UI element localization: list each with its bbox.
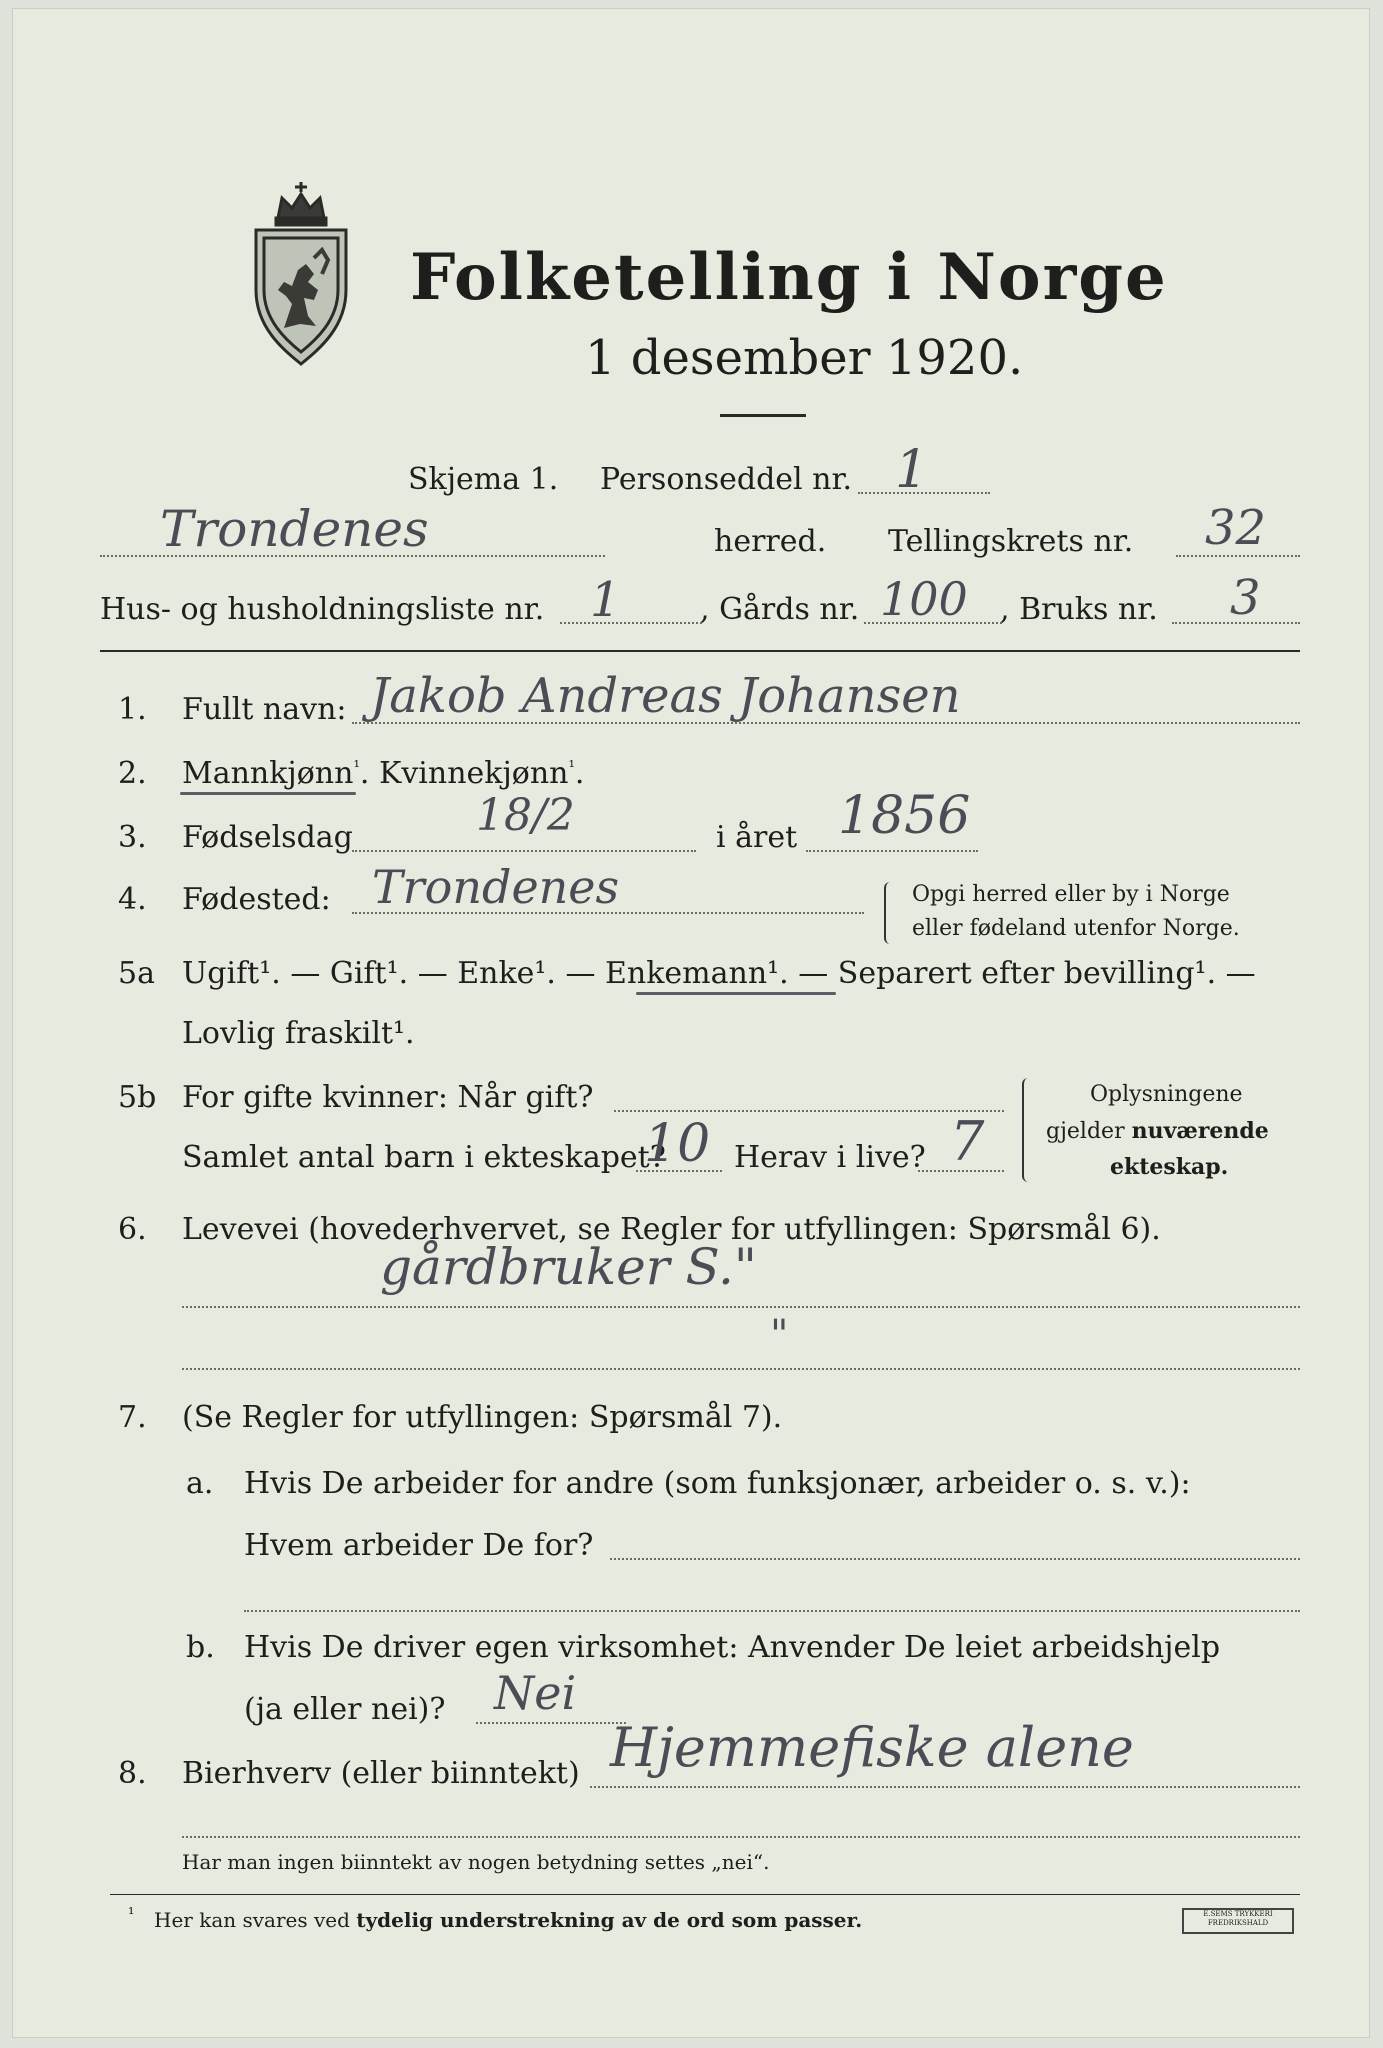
bruks-label: , Bruks nr.	[1000, 592, 1158, 627]
personseddel-value: 1	[895, 440, 929, 500]
q6-number: 6.	[118, 1212, 147, 1247]
header-divider	[100, 650, 1300, 652]
q4-label: Fødested:	[182, 882, 331, 917]
children-total-value: 10	[644, 1114, 711, 1174]
q5b-number: 5b	[118, 1080, 157, 1115]
q3-number: 3.	[118, 820, 147, 855]
printer-stamp: E.SEMS TRYKKERI FREDRIKSHALD	[1182, 1908, 1294, 1934]
hus-label: Hus- og husholdningsliste nr.	[100, 592, 545, 627]
birthday-value: 18/2	[476, 790, 575, 841]
q5b-note-line2: gjelder nuværende	[1046, 1118, 1269, 1144]
footnote-marker: ¹	[128, 1904, 135, 1923]
tellingskrets-label: Tellingskrets nr.	[888, 524, 1134, 559]
q8-label: Bierhverv (eller biinntekt)	[182, 1756, 580, 1791]
q7a-letter: a.	[186, 1466, 214, 1501]
footnote-text: Her kan svares ved tydelig understrekning av de ord som passer.	[154, 1908, 863, 1932]
q3-label: Fødselsdag	[182, 820, 353, 855]
herred-label: herred.	[714, 524, 827, 559]
occupation-ditto-value: "	[770, 1312, 789, 1358]
footer-divider	[110, 1894, 1300, 1895]
footnote-main: Har man ingen biinntekt av nogen betydning settes „nei“.	[182, 1850, 770, 1874]
q5a-number: 5a	[118, 956, 155, 991]
census-date: 1 desember 1920.	[585, 330, 1024, 386]
q2-number: 2.	[118, 756, 147, 791]
herred-value: Trondenes	[160, 500, 429, 558]
q6-label: Levevei (hovederhvervet, se Regler for utfyllingen: Spørsmål 6).	[182, 1212, 1161, 1247]
full-name-value: Jakob Andreas Johansen	[370, 668, 961, 724]
q7-number: 7.	[118, 1400, 147, 1435]
occupation-value: gårdbruker S."	[380, 1238, 757, 1296]
q7b-text: Hvis De driver egen virksomhet: Anvender De leiet arbeidshjelp	[244, 1630, 1221, 1665]
mannkjonn-underline-mark	[180, 792, 356, 795]
bruks-value: 3	[1230, 570, 1261, 626]
gards-value: 100	[880, 572, 968, 626]
q5b-label2: Samlet antal barn i ekteskapet?	[182, 1140, 666, 1175]
schema-label: Skjema 1.	[408, 462, 559, 497]
birth-year-value: 1856	[838, 786, 971, 846]
q5b-label1: For gifte kvinner: Når gift?	[182, 1080, 594, 1115]
q8-number: 8.	[118, 1756, 147, 1791]
personseddel-label: Personseddel nr.	[600, 462, 853, 497]
q4-note-line1: Opgi herred eller by i Norge	[912, 882, 1230, 907]
q4-note-line2: eller fødeland utenfor Norge.	[912, 916, 1240, 941]
option-kvinnekjonn: Kvinnekjønn	[378, 756, 569, 791]
q7-label: (Se Regler for utfyllingen: Spørsmål 7).	[182, 1400, 783, 1435]
hus-value: 1	[590, 572, 621, 628]
form-title: Folketelling i Norge	[410, 240, 1168, 315]
enkemann-underline-mark	[636, 992, 836, 995]
norway-coat-of-arms-icon	[248, 178, 354, 368]
side-income-value: Hjemmefiske alene	[610, 1716, 1134, 1779]
q5b-live-label: Herav i live?	[734, 1140, 926, 1175]
hired-help-value: Nei	[494, 1666, 577, 1720]
tellingskrets-value: 32	[1205, 500, 1267, 556]
children-alive-value: 7	[950, 1110, 985, 1173]
q1-label: Fullt navn:	[182, 692, 347, 727]
option-mannkjonn: Mannkjønn	[182, 756, 354, 791]
q1-number: 1.	[118, 692, 147, 727]
q5b-note-line1: Oplysningene	[1090, 1082, 1243, 1107]
gards-label: , Gårds nr.	[700, 592, 860, 627]
q3-year-label: i året	[716, 820, 798, 855]
q7b-letter: b.	[186, 1630, 215, 1665]
q5a-line2: Lovlig fraskilt¹.	[182, 1016, 415, 1051]
q2-gender-options: Mannkjønn$^{^1}$. Kvinnekjønn$^{^1}$.	[182, 756, 585, 791]
q5a-marital-options: Ugift¹. — Gift¹. — Enke¹. — Enkemann¹. — Separert efter bevilling¹. —	[182, 956, 1256, 991]
birthplace-value: Trondenes	[372, 860, 620, 914]
q5b-note-line3: ekteskap.	[1110, 1154, 1229, 1180]
q7a-text: Hvis De arbeider for andre (som funksjonær, arbeider o. s. v.):	[244, 1466, 1191, 1501]
q7b-question: (ja eller nei)?	[244, 1692, 446, 1727]
q4-number: 4.	[118, 882, 147, 917]
title-divider	[720, 414, 806, 417]
q7a-question: Hvem arbeider De for?	[244, 1528, 594, 1563]
